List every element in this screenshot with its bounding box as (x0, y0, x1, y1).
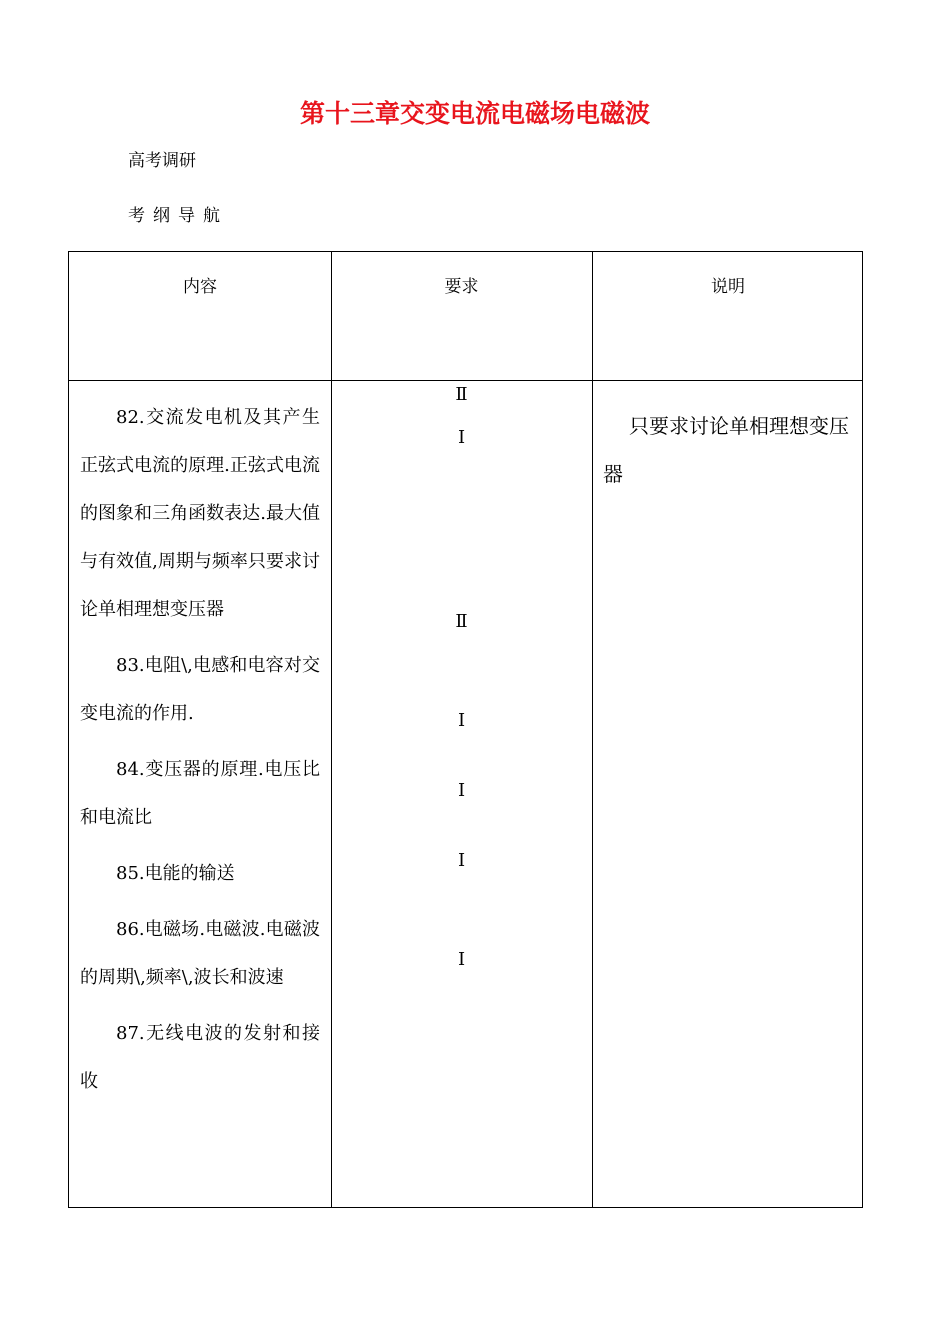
section-label-syllabus-guide: 考纲导航 (128, 206, 228, 226)
content-item-86: 86.电磁场.电磁波.电磁波的周期\,频率\,波长和波速 (80, 919, 320, 988)
requirement-level: Ⅰ (457, 949, 466, 970)
content-column (80, 394, 320, 1114)
requirement-level: Ⅰ (457, 710, 466, 731)
note-text: 只要求讨论单相理想变压器 (603, 414, 849, 486)
header-divider (69, 380, 862, 381)
header-notes: 说明 (711, 277, 745, 297)
requirement-level: Ⅱ (455, 611, 468, 632)
page-title: 第十三章交变电流电磁场电磁波 (299, 99, 650, 128)
requirement-level: Ⅰ (457, 780, 466, 801)
header-requirement: 要求 (444, 277, 479, 297)
requirement-level: Ⅰ (457, 427, 466, 448)
requirement-level: Ⅰ (457, 850, 466, 871)
requirement-level: Ⅱ (455, 384, 468, 405)
header-content: 内容 (183, 277, 217, 297)
content-item-85: 85.电能的输送 (116, 863, 235, 884)
syllabus-table (68, 251, 863, 1208)
content-item-83: 83.电阻\,电感和电容对交变电流的作用. (80, 655, 320, 724)
content-item-84: 84.变压器的原理.电压比和电流比 (80, 759, 320, 828)
content-item-87: 87.无线电波的发射和接收 (80, 1023, 320, 1092)
column-divider (592, 252, 593, 1207)
content-item-82: 82.交流发电机及其产生正弦式电流的原理.正弦式电流的图象和三角函数表达.最大值与有效值,周期与频率只要求讨论单相理想变压器 (80, 407, 320, 620)
section-label-gaokao-research: 高考调研 (128, 151, 196, 171)
